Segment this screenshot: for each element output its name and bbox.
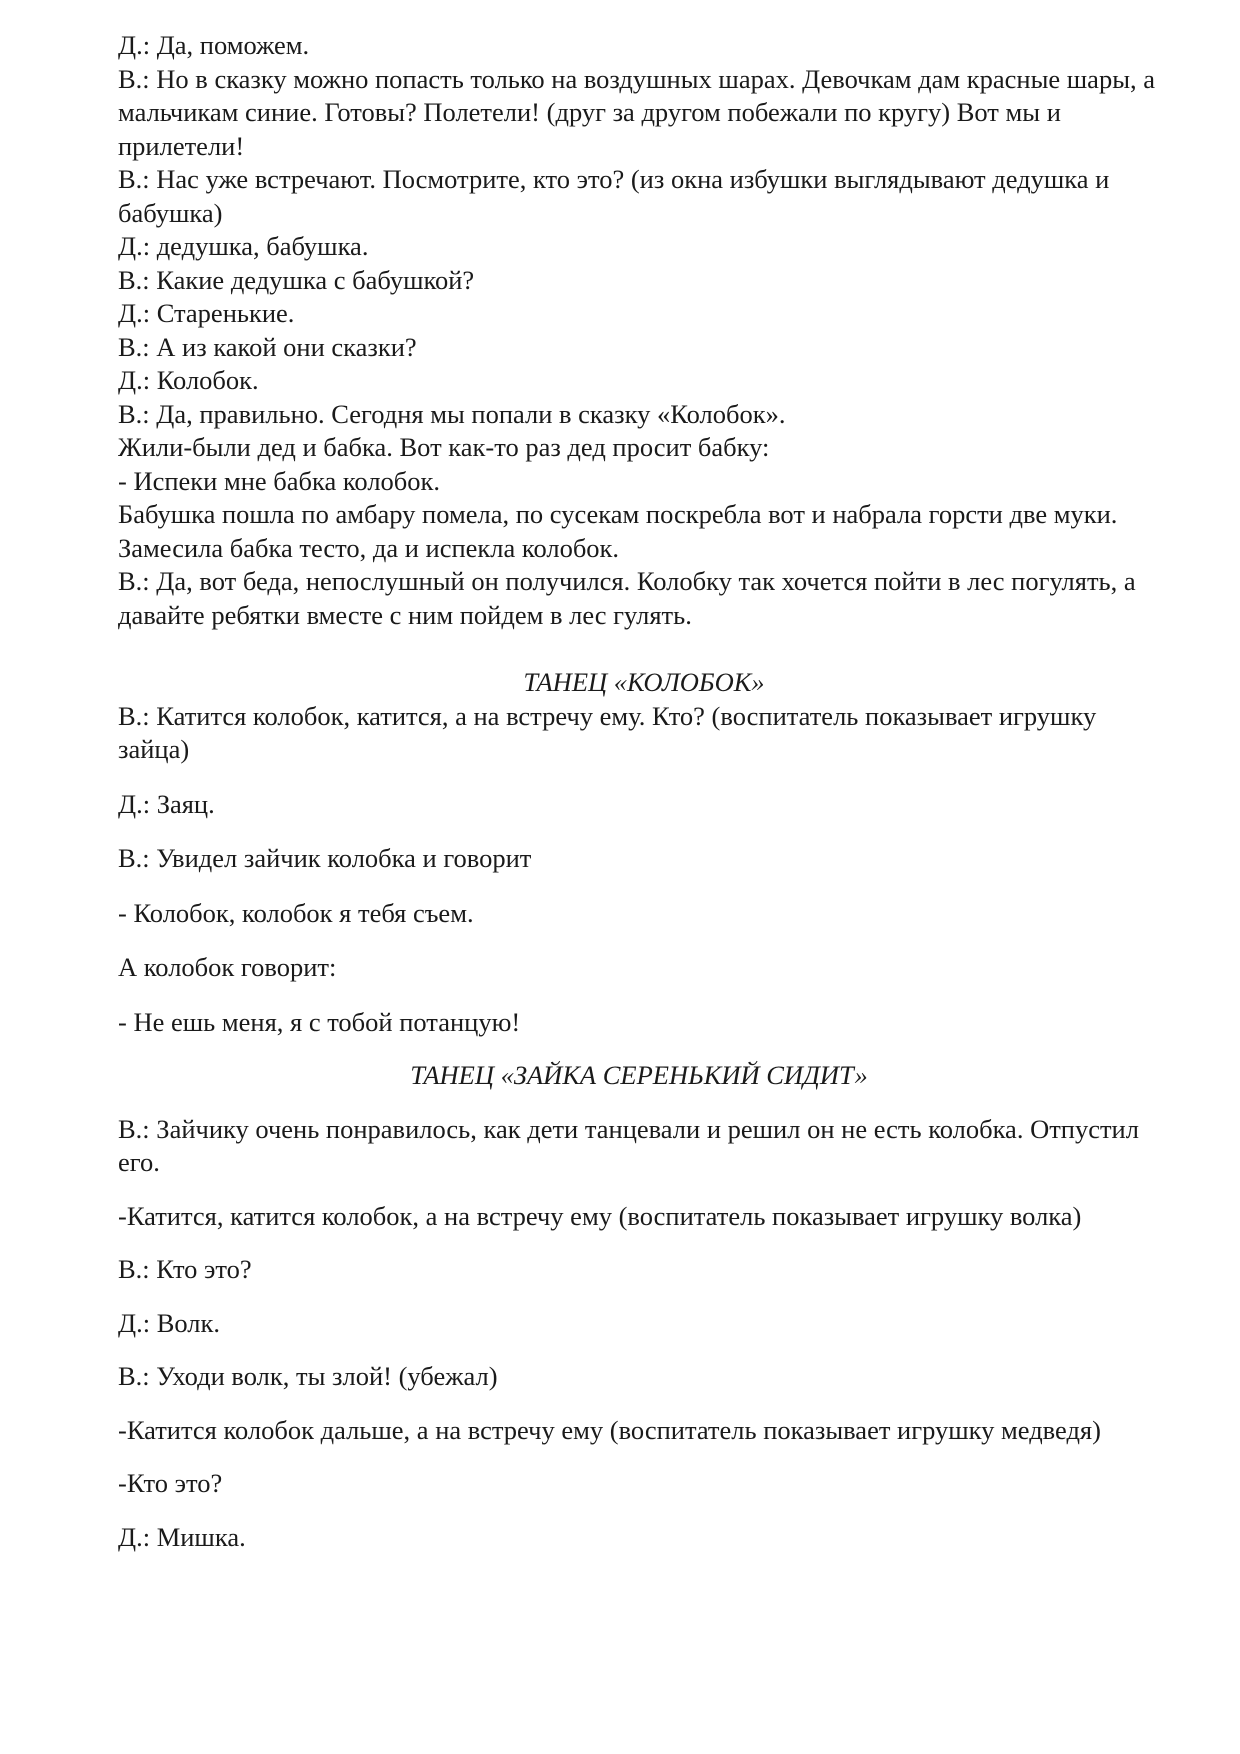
document-page — [118, 29, 1158, 1554]
dialogue-line: Д.: Заяц. — [118, 788, 215, 819]
dialogue-line: В.: Нас уже встречают. Посмотрите, кто это? (из окна избушки выглядывают дедушка и бабушка) — [118, 164, 1110, 228]
narration-line: - Испеки мне бабка колобок. — [118, 465, 441, 496]
dialogue-line: В.: Зайчику очень понравилось, как дети танцевали и решил он не есть колобка. Отпустил его. — [118, 1113, 1139, 1177]
dialogue-line: В.: Катится колобок, катится, а на встречу ему. Кто? (воспитатель показывает игрушку зайца) — [118, 700, 1097, 764]
dialogue-line: В.: Уходи волк, ты злой! (убежал) — [118, 1361, 498, 1391]
dialogue-line: Д.: Волк. — [118, 1307, 220, 1338]
dialogue-line: В.: Да, правильно. Сегодня мы попали в сказку «Колобок». — [118, 398, 786, 429]
dialogue-line: -Катится колобок дальше, а на встречу ему (воспитатель показывает игрушку медведя) — [118, 1414, 1101, 1445]
dialogue-line: Д.: Мишка. — [118, 1521, 246, 1552]
narration-line: Жили-были дед и бабка. Вот как-то раз дед просит бабку: — [118, 432, 770, 462]
dialogue-line: Д.: дедушка, бабушка. — [118, 231, 369, 261]
dialogue-line: В.: Какие дедушка с бабушкой? — [118, 264, 475, 295]
narration-line: А колобок говорит: — [118, 952, 337, 982]
dialogue-line: -Катится, катится колобок, а на встречу ему (воспитатель показывает игрушку волка) — [118, 1200, 1082, 1231]
dialogue-line: В.: Кто это? — [118, 1254, 252, 1284]
dialogue-line: -Кто это? — [118, 1468, 223, 1498]
dialogue-line: В.: Но в сказку можно попасть только на воздушных шарах. Девочкам дам красные шары, а мальчикам синие. Готовы? Полетели! (друг за другом побежали по кругу) Вот мы и прилетели! — [118, 63, 1156, 161]
dialogue-line: В.: А из какой они сказки? — [118, 331, 417, 362]
dialogue-line: В.: Да, вот беда, непослушный он получился. Колобку так хочется пойти в лес погулять, а давайте ребятки вместе с ним пойдем в лес гулять. — [118, 566, 1136, 630]
narration-line: Бабушка пошла по амбару помела, по сусекам поскребла вот и набрала горсти две муки. Замесила бабка тесто, да и испекла колобок. — [118, 499, 1118, 563]
dialogue-line: Д.: Да, поможем. — [118, 30, 310, 60]
dialogue-line: - Не ешь меня, я с тобой потанцую! — [118, 1006, 521, 1037]
section-heading-kolobok: ТАНЕЦ «КОЛОБОК» — [523, 667, 765, 697]
dialogue-line: Д.: Колобок. — [118, 365, 259, 395]
section-heading-zaika: ТАНЕЦ «ЗАЙКА СЕРЕНЬКИЙ СИДИТ» — [410, 1060, 868, 1090]
dialogue-line: Д.: Старенькие. — [118, 298, 295, 328]
dialogue-line: - Колобок, колобок я тебя съем. — [118, 897, 474, 928]
dialogue-line: В.: Увидел зайчик колобка и говорит — [118, 843, 532, 873]
